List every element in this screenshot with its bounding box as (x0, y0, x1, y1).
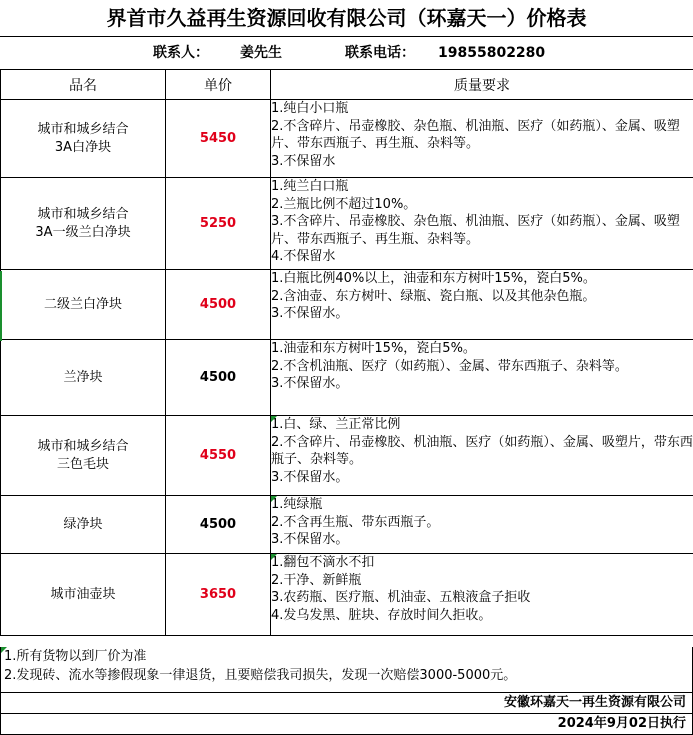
product-name-cell (1, 178, 166, 270)
product-name-line: 三色毛块 (1, 456, 165, 474)
table-row (1, 100, 693, 178)
quality-cell (271, 100, 693, 178)
quality-line: 2.不含机油瓶、医疗（如药瓶）、金属、带东西瓶子、杂料等。 (271, 358, 693, 376)
contact-person-label: 联系人： (153, 37, 209, 70)
quality-line: 4.发乌发黑、脏块、存放时间久拒收。 (271, 607, 693, 625)
product-name-cell (1, 496, 166, 554)
quality-cell (271, 270, 693, 340)
table-row (1, 178, 693, 270)
price-cell: 5250 (166, 178, 271, 270)
quality-line: 3.农药瓶、医疗瓶、机油壶、五粮液盒子拒收 (271, 589, 693, 607)
table-row (1, 496, 693, 554)
quality-line: 2.干净、新鲜瓶 (271, 572, 693, 590)
table-row (1, 340, 693, 416)
product-name-line: 城市和城乡结合 (1, 438, 165, 456)
price-table (0, 69, 693, 636)
quality-line: 3.不保留水。 (271, 305, 693, 323)
product-name-cell (1, 416, 166, 496)
quality-line: 3.不含碎片、吊壶橡胶、杂色瓶、机油瓶、医疗（如药瓶）、金属、吸塑片、带东西瓶子、再生瓶、杂料等。 (271, 213, 693, 248)
note-item: 2.发现砖、流水等掺假现象一律退货，且要赔偿我司损失，发现一次赔偿3000-5000元。 (1, 666, 692, 685)
quality-line: 1.纯绿瓶 (271, 496, 693, 514)
table-header-row (1, 70, 693, 100)
product-name-line: 绿净块 (1, 516, 165, 534)
product-name-cell (1, 270, 166, 340)
quality-cell (271, 178, 693, 270)
price-cell: 3650 (166, 554, 271, 636)
quality-line: 3.不保留水。 (271, 375, 693, 393)
quality-line: 2.含油壶、东方树叶、绿瓶、瓷白瓶、以及其他杂色瓶。 (271, 288, 693, 306)
quality-line: 2.兰瓶比例不超过10%。 (271, 196, 693, 214)
header-name: 品名 (1, 70, 166, 100)
quality-cell (271, 340, 693, 416)
product-name-cell (1, 100, 166, 178)
quality-cell (271, 554, 693, 636)
product-name-line: 3A白净块 (1, 139, 165, 157)
footer-date: 2024年9月02日执行 (1, 714, 692, 734)
quality-line: 1.白瓶比例40%以上，油壶和东方树叶15%，瓷白5%。 (271, 270, 693, 288)
header-quality: 质量要求 (271, 70, 693, 100)
product-name-line: 二级兰白净块 (1, 296, 165, 314)
footer (0, 692, 693, 735)
table-row (1, 416, 693, 496)
quality-line: 1.翻包不滴水不扣 (271, 554, 693, 572)
contact-person: 姜先生 (240, 37, 282, 70)
price-cell: 4550 (166, 416, 271, 496)
price-cell: 4500 (166, 340, 271, 416)
quality-line: 2.不含再生瓶、带东西瓶子。 (271, 514, 693, 532)
quality-line: 1.油壶和东方树叶15%，瓷白5%。 (271, 340, 693, 358)
contact-phone-label: 联系电话： (345, 37, 415, 70)
quality-line: 3.不保留水。 (271, 469, 693, 487)
quality-line: 2.不含碎片、吊壶橡胶、杂色瓶、机油瓶、医疗（如药瓶）、金属、吸塑片、带东西瓶子、再生瓶、杂料等。 (271, 118, 693, 153)
table-row (1, 270, 693, 340)
product-name-line: 城市和城乡结合 (1, 206, 165, 224)
notes (0, 647, 693, 692)
product-name-line: 城市和城乡结合 (1, 121, 165, 139)
quality-line: 1.白、绿、兰正常比例 (271, 416, 693, 434)
cell-marker (0, 271, 2, 341)
table-row (1, 554, 693, 636)
note-item: 1.所有货物以到厂价为准 (1, 647, 692, 666)
quality-line: 3.不保留水 (271, 153, 693, 171)
product-name-line: 城市油壶块 (1, 586, 165, 604)
header-price: 单价 (166, 70, 271, 100)
contact-row (0, 36, 693, 70)
product-name-cell (1, 340, 166, 416)
page-title: 界首市久益再生资源回收有限公司（环嘉天一）价格表 (0, 0, 693, 36)
product-name-line: 3A一级兰白净块 (1, 224, 165, 242)
quality-cell (271, 416, 693, 496)
quality-line: 1.纯兰白口瓶 (271, 178, 693, 196)
quality-line: 4.不保留水 (271, 248, 693, 266)
price-cell: 4500 (166, 270, 271, 340)
quality-line: 3.不保留水。 (271, 531, 693, 549)
footer-company: 安徽环嘉天一再生资源有限公司 (1, 693, 692, 714)
price-cell: 5450 (166, 100, 271, 178)
product-name-cell (1, 554, 166, 636)
product-name-line: 兰净块 (1, 369, 165, 387)
contact-phone: 19855802280 (438, 37, 545, 70)
quality-line: 1.纯白小口瓶 (271, 100, 693, 118)
quality-line: 2.不含碎片、吊壶橡胶、机油瓶、医疗（如药瓶）、金属、吸塑片，带东西瓶子、杂料等。 (271, 434, 693, 469)
price-cell: 4500 (166, 496, 271, 554)
quality-cell (271, 496, 693, 554)
